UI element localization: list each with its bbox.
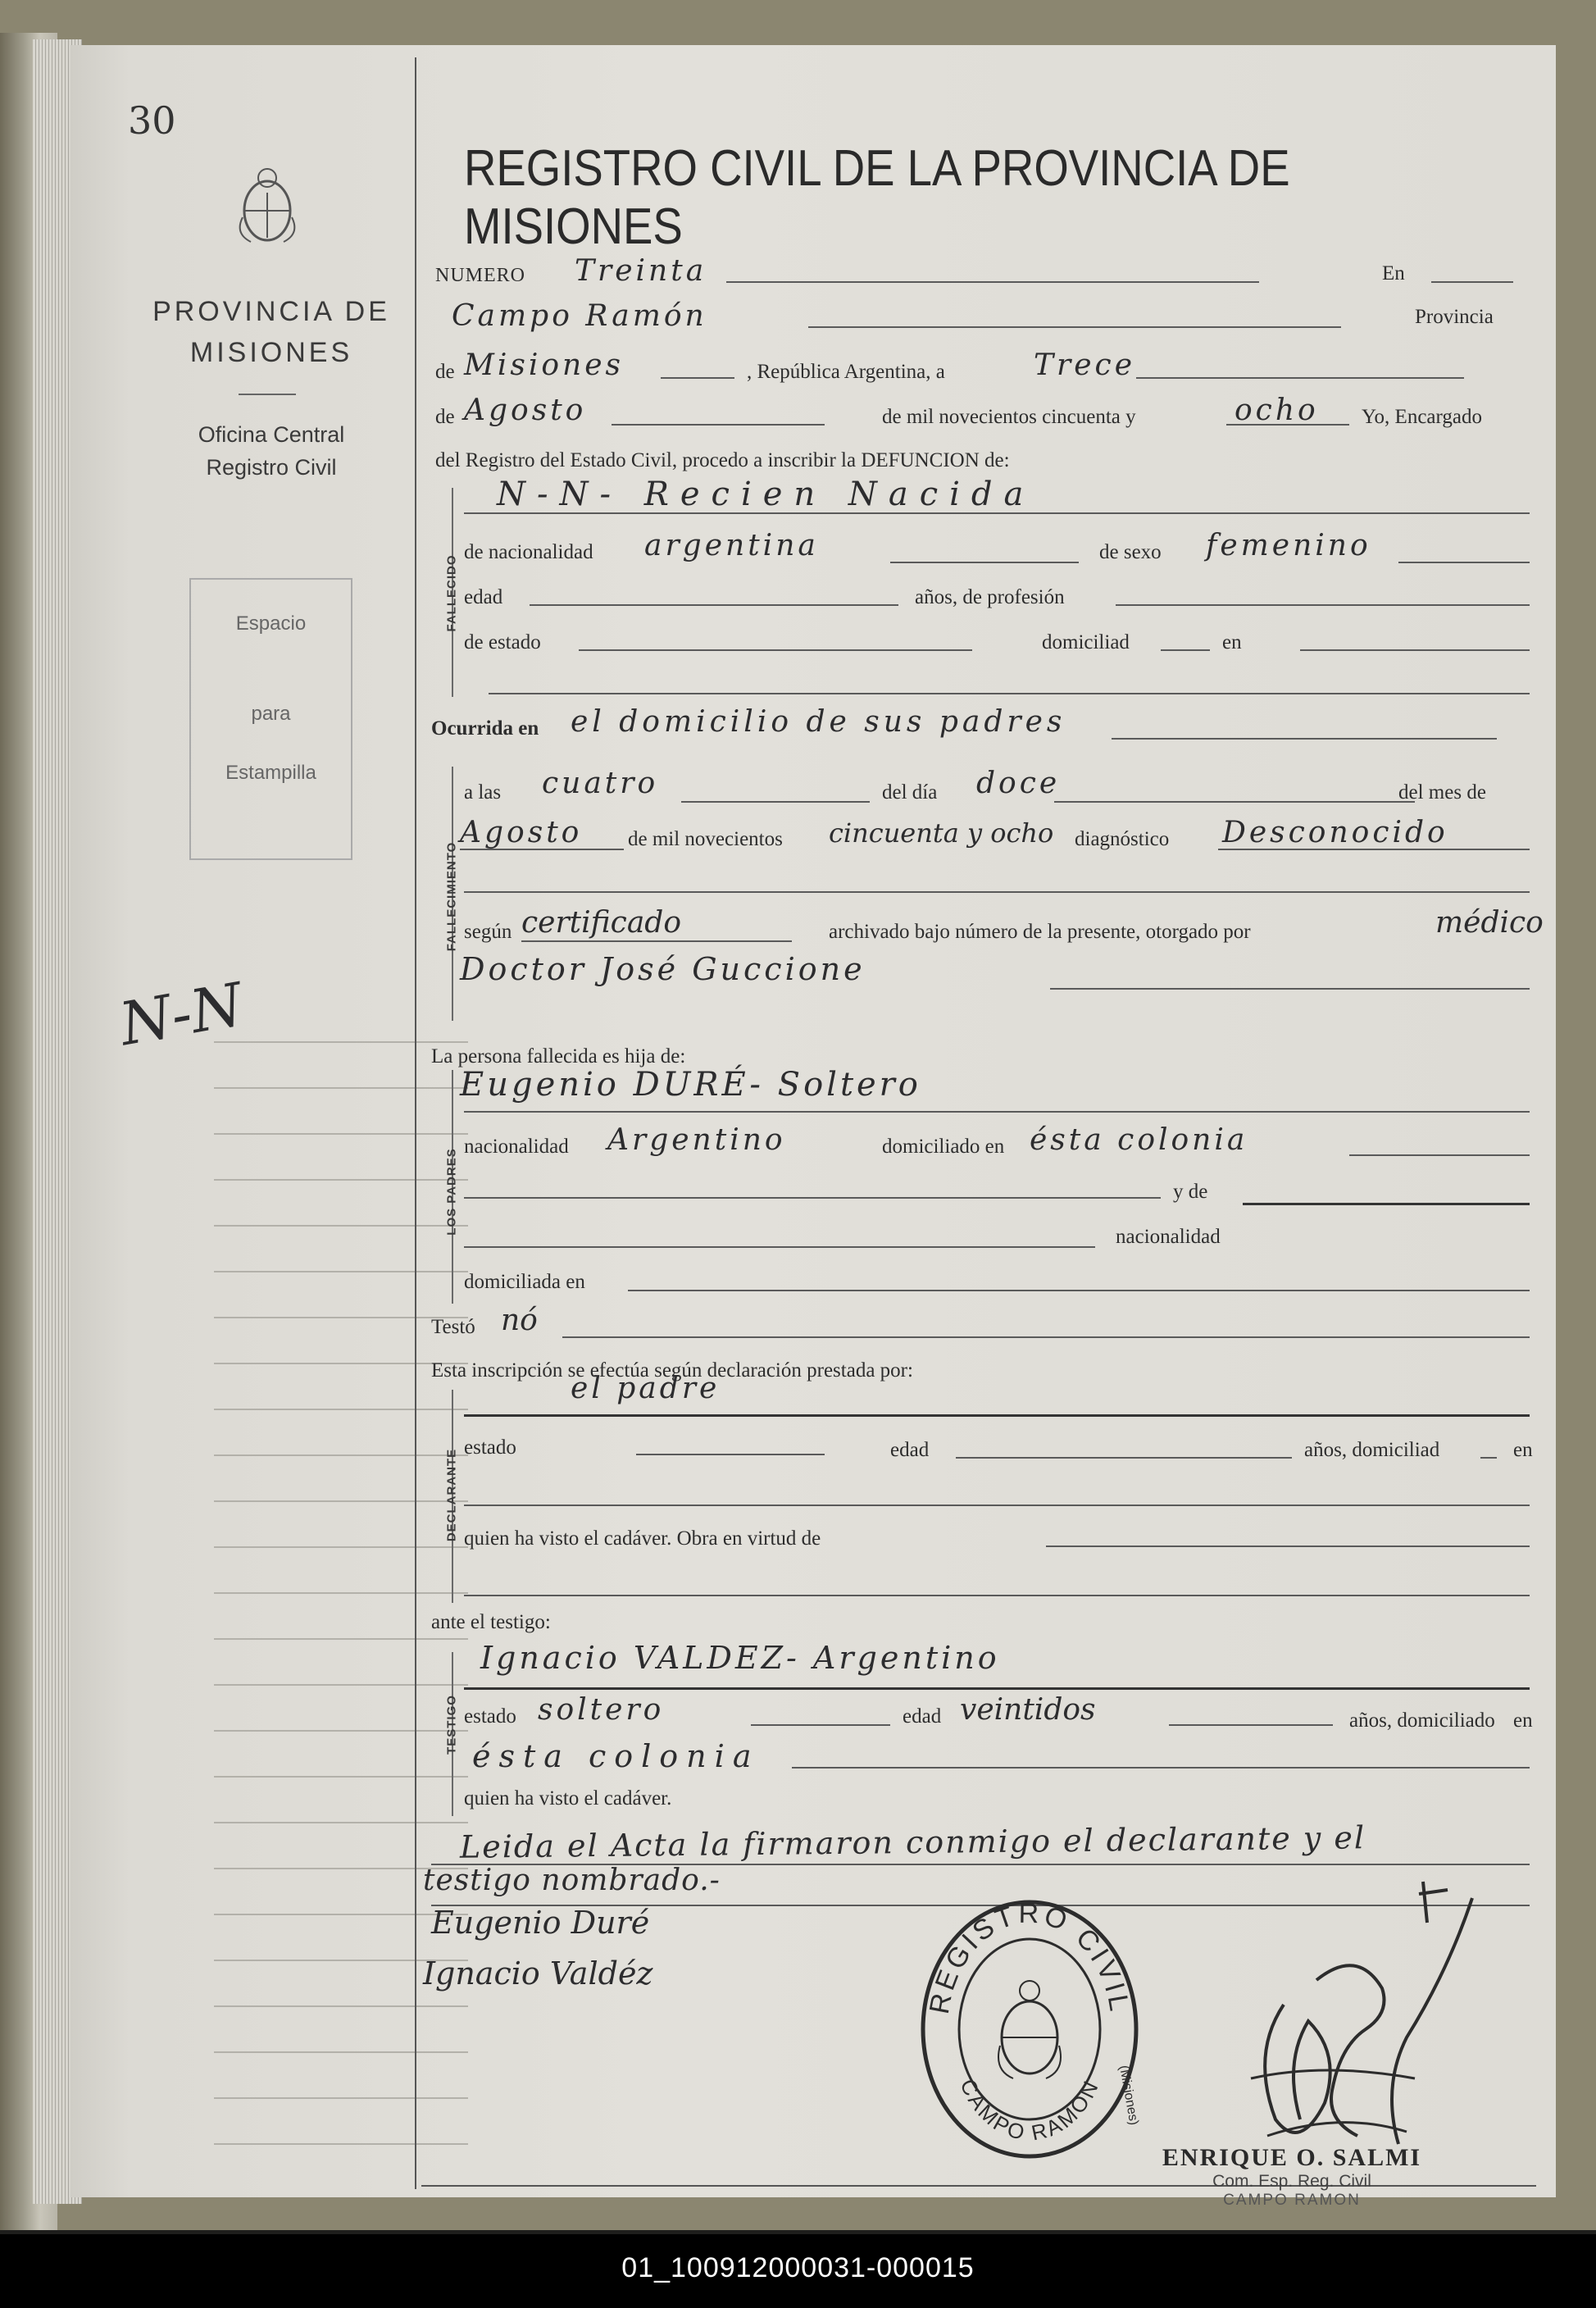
column-rule — [415, 57, 416, 2189]
official-place: CAMPO RAMON — [1223, 2192, 1361, 2209]
margin-ruled-line — [214, 1363, 468, 1364]
margin-ruled-line — [214, 2097, 468, 2099]
diagnostico-value: Desconocido — [1222, 816, 1448, 849]
ocurrida-label: Ocurrida en — [431, 717, 539, 740]
fallecido-en-label: en — [1222, 631, 1242, 653]
margin-ruled-line — [214, 1041, 468, 1043]
padres-domicilio-value: ésta colonia — [1030, 1123, 1248, 1157]
signature-valdez: Ignacio Valdéz — [423, 1955, 653, 1992]
ocurrida-rule — [1112, 738, 1497, 740]
registro-civil-seal — [915, 1894, 1144, 2165]
fallecido-estado-label: de estado — [464, 631, 541, 653]
fallecido-nacionalidad-value: argentina — [644, 529, 819, 562]
testo-label: Testó — [431, 1316, 475, 1338]
svg-text:CAMPO RAMON — [955, 2075, 1103, 2146]
testo-value: nó — [501, 1304, 538, 1337]
archivado-label: archivado bajo número de la presente, otorgado por — [829, 921, 1251, 943]
stamp-box — [189, 578, 352, 860]
margin-ruled-line — [214, 2143, 468, 2145]
hora-value: cuatro — [542, 767, 659, 800]
testigo-anos-label: años, domiciliado — [1349, 1709, 1495, 1732]
en-rule — [1431, 281, 1513, 283]
dia-rule — [1054, 801, 1415, 803]
declarante-estado-label: estado — [464, 1436, 516, 1459]
seal-coat-of-arms-icon — [998, 1981, 1061, 2078]
margin-ruled-line — [214, 1638, 468, 1640]
testigo-edad-value: veintidos — [960, 1693, 1096, 1727]
y-de-label: y de — [1173, 1181, 1208, 1203]
office-line1: Oficina Central — [198, 422, 345, 447]
province-line2: MISIONES — [189, 337, 353, 368]
sidebar-divider — [239, 394, 296, 395]
republica-label: , República Argentina, a — [747, 361, 945, 383]
margin-ruled-line — [214, 1133, 468, 1135]
fallecido-domiciliado-label: domiciliad — [1042, 631, 1130, 653]
place-value: Campo Ramón — [452, 299, 707, 333]
testigo-visto-label: quien ha visto el cadáver. — [464, 1787, 672, 1810]
register-page — [70, 45, 1556, 2209]
month-value: Agosto — [464, 394, 587, 427]
padre-value: Eugenio DURÉ- Soltero — [460, 1066, 921, 1104]
certificado-value: certificado — [521, 906, 682, 940]
page-title: REGISTRO CIVIL DE LA PROVINCIA DE MISIONES — [464, 140, 1290, 255]
coat-of-arms-icon — [226, 160, 308, 250]
margin-ruled-line — [214, 1546, 468, 1548]
margin-ruled-line — [214, 1592, 468, 1594]
declarante-obra-rule-2 — [464, 1595, 1530, 1596]
segun-label: según — [464, 921, 512, 943]
official-signature-scribble — [1202, 1873, 1513, 2169]
mes-rule — [460, 849, 624, 850]
margin-ruled-line — [214, 1271, 468, 1272]
yo-label: Yo, Encargado — [1362, 406, 1482, 428]
margin-ruled-line — [214, 1179, 468, 1181]
stamp-box-line2: para — [251, 703, 291, 725]
stamp-box-line3: Estampilla — [225, 762, 316, 784]
fallecido-section-label: FALLECIDO — [444, 554, 459, 632]
year-value: ocho — [1235, 394, 1319, 427]
fallecido-nacionalidad-rule — [890, 562, 1079, 563]
margin-ruled-line — [214, 1454, 468, 1456]
closing-line-1: Leida el Acta la firmaron conmigo el declarante y el — [459, 1819, 1366, 1865]
declarante-dom-rule — [1480, 1457, 1497, 1459]
padre-rule — [464, 1111, 1530, 1113]
stamp-box-line1: Espacio — [235, 612, 307, 635]
testigo-name: Ignacio VALDEZ- Argentino — [480, 1640, 1000, 1676]
padres-nacionalidad-label: nacionalidad — [464, 1136, 569, 1158]
fallecido-estado-rule — [579, 649, 972, 651]
testigo-estado-label: estado — [464, 1705, 516, 1728]
declarante-edad-rule — [956, 1457, 1292, 1459]
seal-side-text: (Misiones) — [1116, 2064, 1141, 2127]
day-rule — [1136, 377, 1464, 379]
mes-value: Agosto — [460, 816, 583, 849]
fallecimiento-section-label: FALLECIMIENTO — [444, 841, 459, 952]
padres-domiciliado-label: domiciliado en — [882, 1136, 1005, 1158]
del-mes-label: del mes de — [1398, 781, 1486, 803]
image-caption-bar — [0, 2234, 1596, 2308]
numero-rule — [726, 281, 1259, 283]
province-line1: PROVINCIA DE — [152, 296, 390, 327]
declarante-visto-label: quien ha visto el cadáver. Obra en virtud de — [464, 1527, 821, 1550]
del-dia-label: del día — [882, 781, 938, 803]
declarante-obra-rule — [1046, 1545, 1530, 1547]
declarante-en-label: en — [1513, 1439, 1533, 1461]
ocurrida-value: el domicilio de sus padres — [571, 705, 1066, 739]
testigo-intro-label: ante el testigo: — [431, 1611, 551, 1633]
diagnostico-label: diagnóstico — [1075, 828, 1170, 850]
declarante-section-label: DECLARANTE — [444, 1448, 459, 1542]
de-label-1: de — [435, 361, 455, 383]
testigo-name-rule — [464, 1687, 1530, 1690]
margin-ruled-line — [214, 1684, 468, 1686]
testigo-section-label: TESTIGO — [444, 1695, 459, 1755]
margin-ruled-line — [214, 2051, 468, 2053]
domiciliada-label: domiciliada en — [464, 1271, 585, 1293]
domiciliada-rule — [628, 1290, 1530, 1291]
svg-text:REGISTRO CIVIL — [924, 1898, 1135, 2016]
testigo-estado-value: soltero — [538, 1693, 665, 1727]
intro-label: del Registro del Estado Civil, procedo a inscribir la DEFUNCION de: — [435, 449, 1010, 471]
declarante-estado-rule — [636, 1454, 825, 1455]
fallecido-sexo-value: femenino — [1206, 529, 1371, 562]
mil-label: de mil novecientos — [628, 828, 783, 850]
testigo-domicilio-value: ésta colonia — [472, 1738, 760, 1774]
fallecido-sexo-rule — [1398, 562, 1530, 563]
margin-ruled-line — [214, 1776, 468, 1778]
declarante-anos-label: años, domiciliad — [1304, 1439, 1440, 1461]
margin-ruled-line — [214, 1822, 468, 1823]
year-label: de mil novecientos cincuenta y — [882, 406, 1136, 428]
margin-ruled-line — [214, 1317, 468, 1318]
image-caption: 01_100912000031-000015 — [621, 2252, 975, 2283]
margin-ruled-line — [214, 1500, 468, 1502]
declarante-edad-label: edad — [890, 1439, 930, 1461]
margin-ruled-line — [214, 2005, 468, 2007]
testo-rule — [562, 1336, 1530, 1338]
office-heading — [120, 418, 423, 484]
month-rule — [612, 424, 825, 426]
fallecido-dom-rule — [1161, 649, 1210, 651]
inscripcion-label: Esta inscripción se efectúa según declaración prestada por: — [431, 1359, 913, 1382]
a-las-label: a las — [464, 781, 502, 803]
margin-ruled-line — [214, 1914, 468, 1915]
office-line2: Registro Civil — [206, 455, 337, 480]
fallecido-edad-rule — [530, 604, 898, 606]
padres-nacionalidad-value: Argentino — [607, 1123, 786, 1157]
declarante-name: el padre — [571, 1372, 721, 1405]
fallecido-name-rule — [464, 512, 1530, 514]
fallecido-sexo-label: de sexo — [1099, 541, 1162, 563]
testigo-en-label: en — [1513, 1709, 1533, 1732]
province-heading — [120, 291, 423, 373]
fallecimiento-extra-rule — [464, 891, 1530, 893]
doctor-rule — [1050, 988, 1530, 990]
place-rule — [808, 326, 1341, 328]
province-value: Misiones — [464, 348, 625, 382]
fallecido-anos-label: años, de profesión — [915, 586, 1065, 608]
provincia-label: Provincia — [1415, 306, 1494, 328]
margin-ruled-line — [214, 1409, 468, 1410]
diagnostico-rule — [1218, 849, 1530, 850]
hora-rule — [681, 801, 870, 803]
margin-ruled-line — [214, 1225, 468, 1227]
closing-line-2: testigo nombrado.- — [423, 1864, 721, 1897]
year-rule — [1226, 424, 1349, 426]
testigo-edad-label: edad — [903, 1705, 942, 1728]
padres-domicilio-rule — [1349, 1154, 1530, 1156]
testigo-domicilio-rule — [792, 1767, 1530, 1769]
hija-label: La persona fallecida es hija de: — [431, 1045, 686, 1068]
margin-initials: N-N — [114, 969, 248, 1059]
day-value: Trece — [1034, 348, 1135, 382]
page-number: 30 — [128, 98, 176, 143]
anio-value: cincuenta y ocho — [829, 817, 1054, 849]
madre-rule-1 — [464, 1197, 1161, 1199]
seal-top-text: REGISTRO CIVIL — [923, 1897, 1136, 2017]
madre-name-rule — [1243, 1203, 1530, 1205]
fallecido-en-rule — [1300, 649, 1530, 651]
margin-ruled-line — [214, 1087, 468, 1089]
numero-value: Treinta — [575, 254, 707, 288]
province-rule — [661, 377, 734, 379]
testigo-edad-rule — [1169, 1724, 1333, 1726]
testigo-estado-rule — [751, 1724, 890, 1726]
fallecido-nacionalidad-label: de nacionalidad — [464, 541, 593, 563]
numero-label: NUMERO — [435, 265, 526, 286]
declarante-extra-rule — [464, 1505, 1530, 1506]
fallecido-extra-rule — [489, 693, 1530, 694]
fallecido-edad-label: edad — [464, 586, 503, 608]
medico-value: médico — [1435, 906, 1544, 940]
fallecido-profesion-rule — [1116, 604, 1530, 606]
seal-bottom-text: CAMPO RAMON — [955, 2074, 1104, 2146]
declarante-name-rule — [464, 1414, 1530, 1417]
official-block — [1099, 2144, 1485, 2210]
en-label: En — [1382, 262, 1405, 285]
padres-section-label: LOS PADRES — [444, 1148, 459, 1236]
signature-dure: Eugenio Duré — [431, 1905, 650, 1941]
madre-rule-2 — [464, 1246, 1095, 1248]
margin-ruled-line — [214, 1730, 468, 1732]
official-title: Com. Esp. Reg. Civil — [1212, 2172, 1371, 2191]
doctor-value: Doctor José Guccione — [460, 951, 866, 987]
fallecido-name: N-N- Recien Nacida — [497, 476, 1035, 513]
madre-nacionalidad-label: nacionalidad — [1116, 1226, 1221, 1248]
official-name: ENRIQUE O. SALMI — [1162, 2144, 1422, 2171]
de-label-2: de — [435, 406, 455, 428]
certificado-rule — [521, 940, 792, 942]
dia-value: doce — [976, 767, 1061, 800]
